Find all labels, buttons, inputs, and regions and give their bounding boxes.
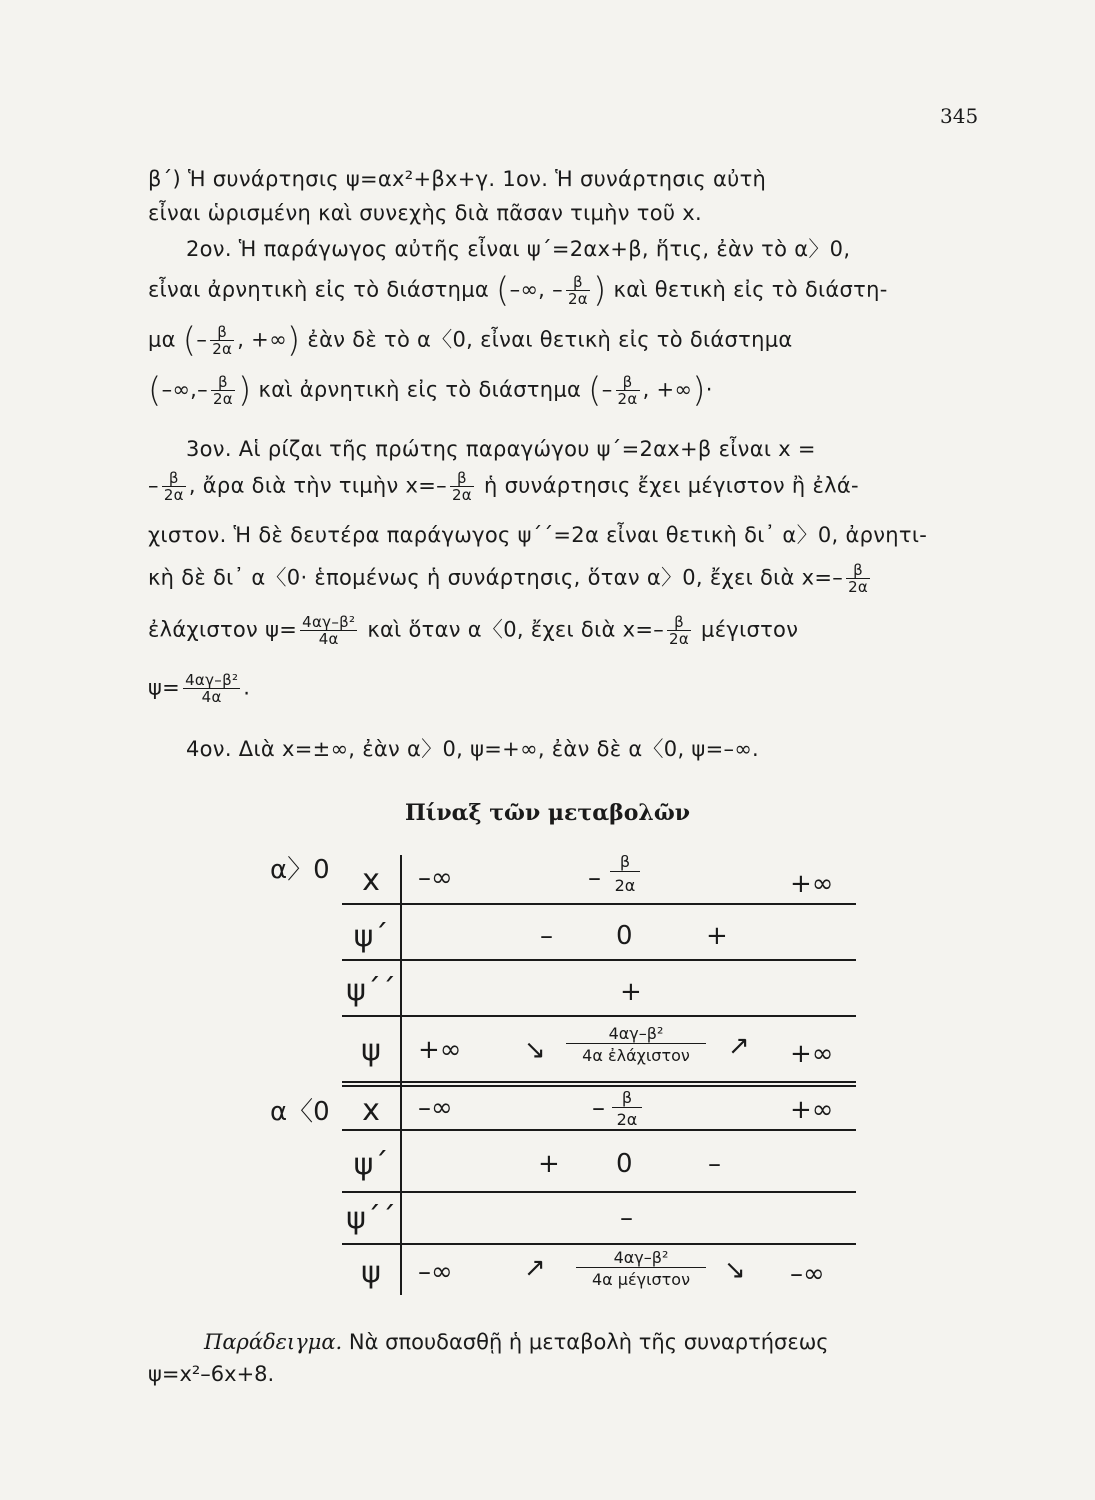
fraction-denominator: 2α xyxy=(451,486,472,504)
fraction-numerator: β xyxy=(846,562,870,579)
fraction-denominator: 2α xyxy=(212,390,233,408)
interval-text: , +∞ xyxy=(237,327,287,352)
text-line-1: β΄) Ἡ συνάρτησις ψ=αx²+βx+γ. 1ον. Ἡ συνάρτησις αὐτὴ xyxy=(148,167,767,191)
cell-value: + xyxy=(620,977,642,1007)
left-paren: ( xyxy=(496,270,510,311)
text-span: ἐὰν δὲ τὸ α〈0, εἶναι θετικὴ εἰς τὸ διάστημα xyxy=(307,327,793,352)
text-span: καὶ ἀρνητικὴ εἰς τὸ διάστημα xyxy=(258,377,582,402)
cell-value: –∞ xyxy=(418,1257,453,1287)
text-span: καὶ θετικὴ εἰς τὸ διάστη- xyxy=(613,277,888,302)
table-row-divider xyxy=(342,1015,856,1017)
interval-text: – xyxy=(601,377,613,402)
right-paren: ) xyxy=(592,270,607,311)
arrow-down-right-icon: ↘ xyxy=(724,1255,746,1285)
fraction xyxy=(162,470,186,503)
case-label-negative: α〈0 xyxy=(270,1097,330,1127)
cell-fraction-num: β xyxy=(612,1089,642,1108)
fraction-numerator: 4αγ–β² xyxy=(302,613,356,631)
text-line-13: 4ον. Διὰ x=±∞, ἐὰν α〉0, ψ=+∞, ἐὰν δὲ α〈0, ψ=–∞. xyxy=(186,737,760,761)
text-span: , ἄρα διὰ τὴν τιμὴν x=– xyxy=(188,473,447,498)
text-line-2: εἶναι ὡρισμένη καὶ συνεχὴς διὰ πᾶσαν τιμὴν τοῦ x. xyxy=(148,201,703,225)
fraction-numerator: β xyxy=(450,470,474,487)
fraction xyxy=(616,374,640,407)
arrow-up-right-icon: ↗ xyxy=(728,1031,750,1061)
fraction-numerator: β xyxy=(667,614,691,631)
table-row-divider xyxy=(342,1191,856,1193)
row-label-x: x xyxy=(362,863,380,898)
text-line-5 xyxy=(148,320,793,361)
text-span: εἶναι ἀρνητικὴ εἰς τὸ διάστημα xyxy=(148,277,490,302)
cell-value: – xyxy=(708,1149,721,1179)
text-line-9: χιστον. Ἡ δὲ δευτέρα παράγωγος ψ΄΄=2α εἶναι θετικὴ δι᾽ α〉0, ἀρνητι- xyxy=(148,523,928,547)
table-row-divider xyxy=(342,1243,856,1245)
period: · xyxy=(705,377,713,402)
cell-fraction-den: 2α xyxy=(616,1110,638,1129)
fraction-numerator: β xyxy=(566,274,590,291)
fraction-numerator: 4αγ–β² xyxy=(185,671,239,689)
table-title: Πίναξ τῶν μεταβολῶν xyxy=(404,800,691,826)
text-line-11 xyxy=(148,614,798,647)
cell-value: + xyxy=(706,921,728,951)
text-line-8 xyxy=(148,470,859,503)
fraction-denominator: 2α xyxy=(669,630,690,648)
cell-value: 0 xyxy=(616,921,633,951)
row-label-first-derivative: ψ΄ xyxy=(353,919,389,954)
text-line-6 xyxy=(148,370,713,411)
fraction xyxy=(566,274,590,307)
right-paren: ) xyxy=(286,320,301,361)
cell-value: +∞ xyxy=(790,1039,834,1069)
fraction-denominator: 2α xyxy=(212,340,233,358)
row-label-second-derivative: ψ΄΄ xyxy=(346,1201,396,1236)
cell-value: +∞ xyxy=(790,1095,834,1125)
arrow-down-right-icon: ↘ xyxy=(524,1035,546,1065)
cell-value: – xyxy=(592,1093,605,1123)
right-paren: ) xyxy=(237,370,252,411)
cell-value: –∞ xyxy=(418,1093,453,1123)
fraction-denominator: 2α xyxy=(617,390,638,408)
row-label-y: ψ xyxy=(361,1255,381,1290)
page-number: 345 xyxy=(940,104,979,128)
fraction-denominator: 2α xyxy=(163,486,184,504)
example-text: Νὰ σπουδασθῇ ἡ μεταβολὴ τῆς συναρτήσεως xyxy=(348,1330,829,1354)
interval-text: –∞, – xyxy=(509,277,563,302)
fraction-denominator: 2α xyxy=(848,578,869,596)
left-paren: ( xyxy=(182,320,197,361)
text-span: κὴ δὲ δι᾽ α〈0· ἑπομένως ἡ συνάρτησις, ὅταν α〉0, ἔχει διὰ x=– xyxy=(148,565,844,590)
table-row-divider xyxy=(342,959,856,961)
example-label: Παράδειγμα. xyxy=(204,1330,343,1354)
text-span: ψ= xyxy=(148,675,181,700)
case-label-positive: α〉0 xyxy=(270,855,330,885)
cell-value: 0 xyxy=(616,1149,633,1179)
text-span: μέγιστον xyxy=(701,617,799,642)
left-paren: ( xyxy=(148,370,162,411)
fraction xyxy=(210,324,234,357)
variation-table xyxy=(270,835,870,1305)
text-line-3: 2ον. Ἡ παράγωγος αὐτῆς εἶναι ψ΄=2αx+β, ἥτις, ἐὰν τὸ α〉0, xyxy=(186,237,851,261)
cell-fraction-den: 4α μέγιστον xyxy=(591,1270,691,1289)
left-paren: ( xyxy=(588,370,602,411)
text-span: – xyxy=(148,473,159,498)
row-label-second-derivative: ψ΄΄ xyxy=(346,973,396,1008)
example-block xyxy=(148,1330,988,1386)
text-span: ἐλάχιστον ψ= xyxy=(148,617,298,642)
text-line-12 xyxy=(148,672,250,705)
cell-fraction-num: 4αγ–β² xyxy=(576,1249,706,1268)
table-row-divider xyxy=(342,1085,856,1087)
cell-value: –∞ xyxy=(418,863,453,893)
table-row-divider xyxy=(342,903,856,905)
fraction xyxy=(450,470,474,503)
fraction-denominator: 4α xyxy=(318,630,339,648)
fraction xyxy=(300,614,357,647)
cell-fraction-den: 4α ἐλάχιστον xyxy=(582,1046,690,1065)
cell-fraction-num: β xyxy=(610,853,640,872)
cell-value: –∞ xyxy=(790,1259,825,1289)
cell-value: +∞ xyxy=(418,1035,462,1065)
cell-fraction-num: 4αγ–β² xyxy=(566,1025,706,1044)
text-span: καὶ ὅταν α〈0, ἔχει διὰ x=– xyxy=(367,617,665,642)
arrow-up-right-icon: ↗ xyxy=(524,1253,546,1283)
table-row-divider xyxy=(342,1081,856,1083)
period: . xyxy=(243,675,251,700)
example-formula: ψ=x²–6x+8. xyxy=(148,1362,275,1386)
row-label-y: ψ xyxy=(361,1033,381,1068)
cell-value: – xyxy=(620,1203,633,1233)
table-vertical-line xyxy=(400,855,402,1295)
text-span: ἡ συνάρτησις ἔχει μέγιστον ἢ ἐλά- xyxy=(483,473,859,498)
interval-text: – xyxy=(196,327,208,352)
text-line-4 xyxy=(148,270,888,311)
fraction-numerator: β xyxy=(162,470,186,487)
table-row-divider xyxy=(342,1129,856,1131)
fraction xyxy=(211,374,235,407)
fraction-denominator: 2α xyxy=(567,290,588,308)
example-line xyxy=(148,1330,988,1354)
row-label-first-derivative: ψ΄ xyxy=(353,1147,389,1182)
fraction xyxy=(846,562,870,595)
cell-value: + xyxy=(538,1149,560,1179)
cell-value: – xyxy=(540,921,553,951)
fraction-denominator: 4α xyxy=(201,688,222,706)
cell-value: +∞ xyxy=(790,869,834,899)
interval-text: , +∞ xyxy=(642,377,693,402)
cell-fraction-den: 2α xyxy=(614,876,636,895)
text-span: μα xyxy=(148,327,176,352)
fraction-numerator: β xyxy=(616,374,640,391)
cell-value: – xyxy=(588,863,601,893)
text-line-10 xyxy=(148,562,873,595)
fraction-numerator: β xyxy=(211,374,235,391)
row-label-x: x xyxy=(362,1093,380,1128)
interval-text: –∞,– xyxy=(161,377,208,402)
right-paren: ) xyxy=(692,370,706,411)
fraction xyxy=(183,672,240,705)
fraction xyxy=(667,614,691,647)
text-line-7: 3ον. Αἱ ρίζαι τῆς πρώτης παραγώγου ψ΄=2αx+β εἶναι x = xyxy=(186,437,816,461)
fraction-numerator: β xyxy=(210,324,234,341)
